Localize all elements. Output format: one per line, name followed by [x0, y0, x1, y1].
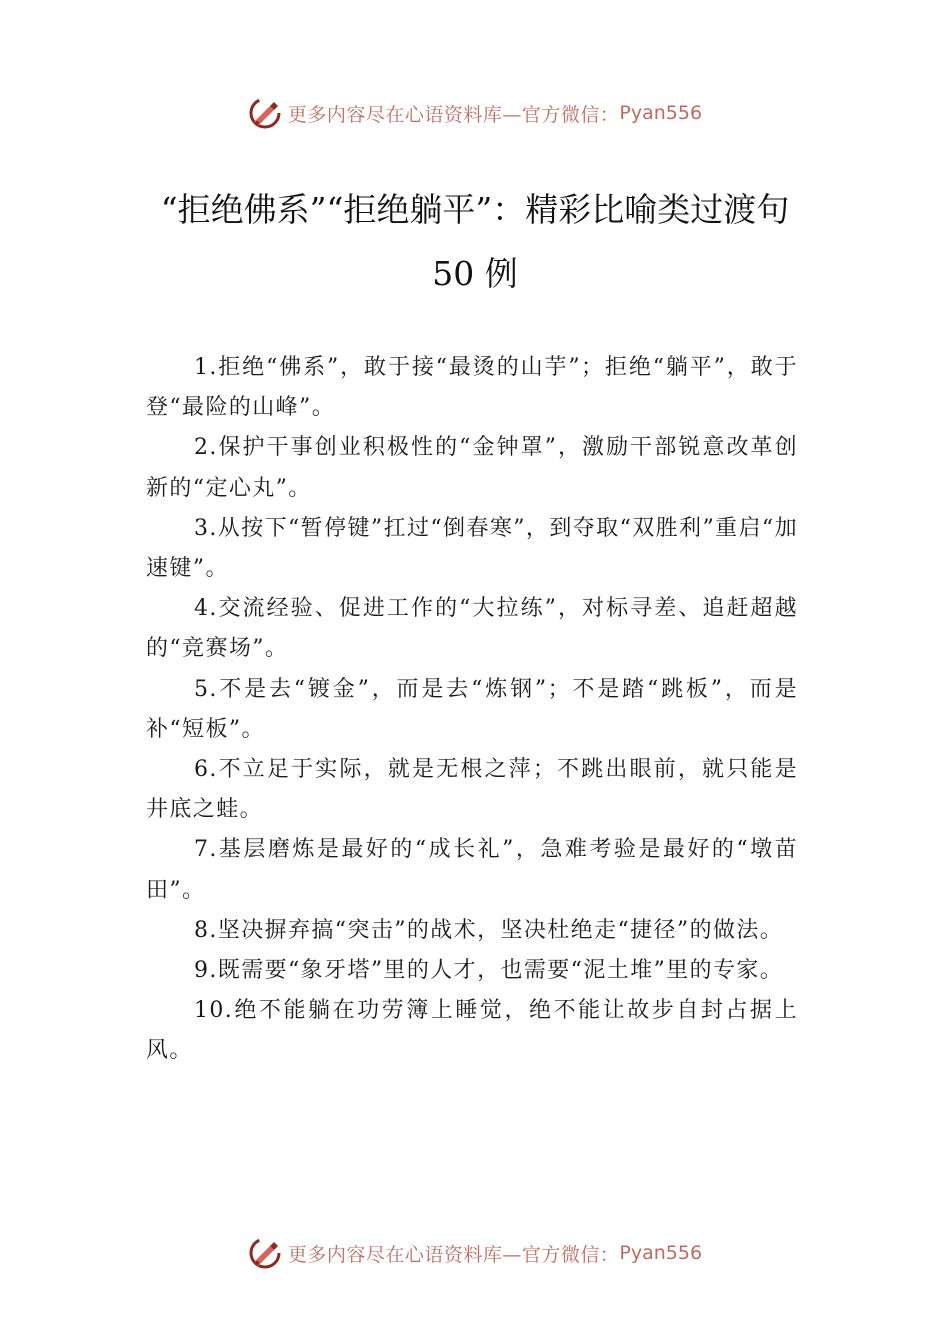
document-title-line2: 50 例	[432, 254, 518, 293]
document-title: “拒绝佛系”“拒绝躺平”：精彩比喻类过渡句	[160, 190, 790, 229]
header-banner-text: 更多内容尽在心语资料库—官方微信：	[287, 103, 620, 126]
document-body	[146, 348, 798, 1072]
list-item: 5.不是去“镀金”，而是去“炼钢”；不是踏“跳板”，而是补“短板”。	[146, 676, 798, 742]
list-item: 1.拒绝“佛系”，敢于接“最烫的山芋”；拒绝“躺平”，敢于登“最险的山峰”。	[146, 355, 798, 421]
list-item: 6.不立足于实际，就是无根之萍；不跳出眼前，就只能是井底之蛙。	[146, 757, 798, 823]
footer-banner	[0, 1233, 950, 1273]
pen-logo-icon	[248, 1236, 282, 1270]
pen-logo-icon	[248, 96, 282, 130]
footer-banner-text: 更多内容尽在心语资料库—官方微信：	[287, 1243, 620, 1266]
list-item: 7.基层磨炼是最好的“成长礼”，急难考验是最好的“墩苗田”。	[146, 837, 798, 903]
list-item: 3.从按下“暂停键”扛过“倒春寒”，到夺取“双胜利”重启“加速键”。	[146, 515, 798, 582]
list-item: 9.既需要“象牙塔”里的人才，也需要“泥土堆”里的专家。	[194, 958, 784, 984]
list-item: 2.保护干事创业积极性的“金钟罩”，激励干部锐意改革创新的“定心丸”。	[146, 435, 798, 501]
list-item: 10.绝不能躺在功劳簿上睡觉，绝不能让故步自封占据上风。	[146, 998, 798, 1064]
footer-wechat-id: Pyan556	[619, 1242, 703, 1264]
header-wechat-id: Pyan556	[619, 102, 703, 124]
header-banner	[0, 93, 950, 133]
list-item: 4.交流经验、促进工作的“大拉练”，对标寻差、追赶超越的“竞赛场”。	[146, 596, 798, 662]
list-item: 8.坚决摒弃搞“突击”的战术，坚决杜绝走“捷径”的做法。	[194, 917, 784, 943]
